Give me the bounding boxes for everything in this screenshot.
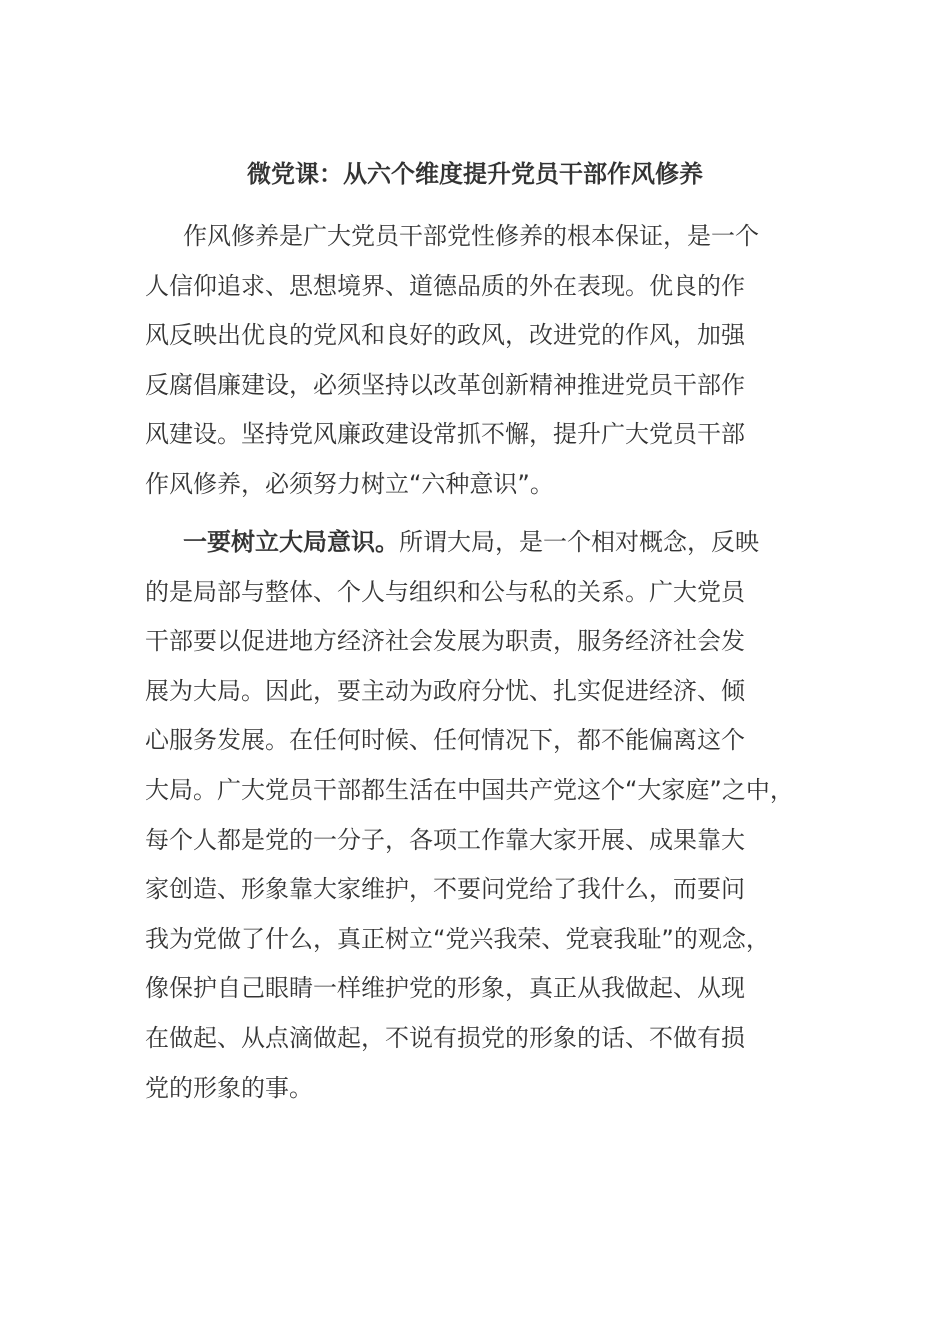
paragraph-line: 党的形象的事。 xyxy=(145,1073,313,1102)
paragraph-lead-heading: 一要树立大局意识。 xyxy=(183,528,399,556)
paragraph-line: 风反映出优良的党风和良好的政风，改进党的作风，加强 xyxy=(145,321,745,350)
paragraph-line: 大局。广大党员干部都生活在中国共产党这个“大家庭”之中， xyxy=(145,775,794,804)
paragraph-line: 心服务发展。在任何时候、任何情况下，都不能偏离这个 xyxy=(145,726,745,755)
paragraph-line: 的是局部与整体、个人与组织和公与私的关系。广大党员 xyxy=(145,577,745,606)
paragraph-overall-awareness xyxy=(145,518,794,1113)
paragraph-line: 作风修养，必须努力树立“六种意识”。 xyxy=(145,469,554,498)
paragraph-line: 风建设。坚持党风廉政建设常抓不懈，提升广大党员干部 xyxy=(145,420,745,449)
paragraph-line: 干部要以促进地方经济社会发展为职责，服务经济社会发 xyxy=(145,627,745,656)
paragraph-line: 作风修养是广大党员干部党性修养的根本保证，是一个 xyxy=(183,222,759,250)
paragraph-line: 我为党做了什么，真正树立“党兴我荣、党衰我耻”的观念， xyxy=(145,924,770,953)
paragraph-line: 家创造、形象靠大家维护，不要问党给了我什么，而要问 xyxy=(145,875,745,904)
paragraph-first-line xyxy=(145,518,785,568)
paragraph-line-text: 所谓大局，是一个相对概念，反映 xyxy=(399,528,759,556)
paragraph-intro xyxy=(145,212,785,510)
paragraph-line: 每个人都是党的一分子，各项工作靠大家开展、成果靠大 xyxy=(145,825,745,854)
paragraph-line: 反腐倡廉建设，必须坚持以改革创新精神推进党员干部作 xyxy=(145,370,745,399)
paragraph-line: 人信仰追求、思想境界、道德品质的外在表现。优良的作 xyxy=(145,271,745,300)
paragraph-line: 在做起、从点滴做起，不说有损党的形象的话、不做有损 xyxy=(145,1023,745,1052)
document-title: 微党课：从六个维度提升党员干部作风修养 xyxy=(247,160,703,188)
paragraph-line: 展为大局。因此，要主动为政府分忧、扎实促进经济、倾 xyxy=(145,676,745,705)
paragraph-line: 像保护自己眼睛一样维护党的形象，真正从我做起、从现 xyxy=(145,974,745,1003)
